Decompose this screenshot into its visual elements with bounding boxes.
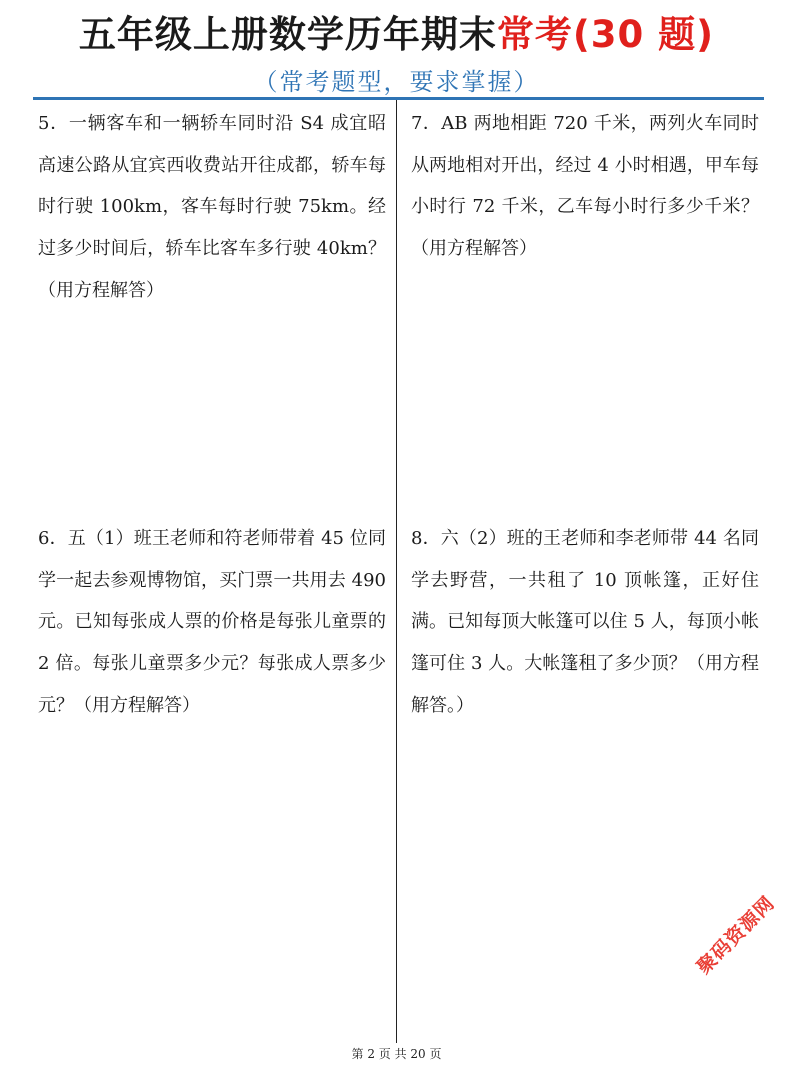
question-5: 5．一辆客车和一辆轿车同时沿 S4 成宜昭高速公路从宜宾西收费站开往成都，轿车每时行驶 100km，客车每时行驶 75km。经过多少时间后，轿车比客车多行驶 40km？（用方程解答）: [38, 113, 386, 301]
question-6: 6．五（1）班王老师和符老师带着 45 位同学一起去参观博物馆，买门票一共用去 490 元。已知每张成人票的价格是每张儿童票的 2 倍。每张儿童票多少元？每张成人票多少元？（用方程解答）: [38, 528, 386, 716]
question-8: 8．六（2）班的王老师和李老师带 44 名同学去野营，一共租了 10 顶帐篷，正好住满。已知每顶大帐篷可以住 5 人，每顶小帐篷可住 3 人。大帐篷租了多少顶？（用方程解答。）: [411, 528, 759, 716]
page-title: [0, 4, 793, 58]
question-7: 7．AB 两地相距 720 千米，两列火车同时从两地相对开出，经过 4 小时相遇，甲车每小时行 72 千米，乙车每小时行多少千米？（用方程解答）: [411, 113, 759, 260]
page-footer: 第 2 页 共 20 页: [351, 1047, 442, 1061]
title-highlight: 常考(30 题): [496, 13, 715, 56]
watermark-stamp: 聚码资源网: [692, 892, 780, 979]
title-main: 五年级上册数学历年期末: [78, 13, 497, 56]
column-divider: [396, 100, 397, 1043]
page-subtitle: （常考题型，要求掌握）: [253, 68, 540, 96]
header-divider: [33, 97, 764, 100]
